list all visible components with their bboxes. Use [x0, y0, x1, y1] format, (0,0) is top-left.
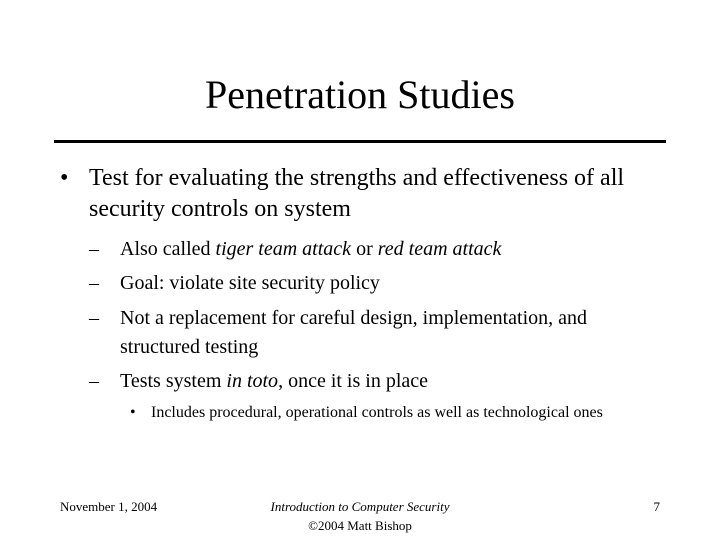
emphasis-in-toto: in toto	[226, 370, 279, 392]
text-prefix: Tests system	[120, 370, 227, 392]
emphasis-tiger-team: tiger team attack	[215, 238, 352, 260]
bullet-level2-not-replacement	[89, 304, 669, 362]
footer-course-title: Introduction to Computer Security	[270, 499, 450, 514]
dash-mark: –	[89, 272, 99, 294]
bullet-text: Not a replacement for careful design, implementation, and structured testing	[120, 307, 588, 358]
bullet-text: Test for evaluating the strengths and effectiveness of all security controls on system	[89, 165, 625, 222]
bullet-text	[120, 235, 669, 264]
dash-mark: –	[89, 238, 99, 260]
bullet-level1-test	[60, 163, 670, 225]
footer-date: November 1, 2004	[60, 499, 158, 514]
bullet-mark: •	[130, 404, 136, 421]
bullet-level2-tests-system	[89, 367, 669, 396]
title-divider	[54, 140, 666, 143]
dash-mark: –	[89, 307, 99, 329]
bullet-level2-also-called	[89, 235, 669, 264]
emphasis-red-team: red team attack	[377, 238, 502, 260]
footer-copyright: ©2004 Matt Bishop	[308, 518, 412, 533]
dash-mark: –	[89, 370, 99, 392]
footer-center	[220, 497, 500, 535]
text-suffix: , once it is in place	[278, 370, 429, 392]
text-mid: or	[351, 238, 378, 260]
bullet-level2-goal	[89, 269, 669, 298]
bullet-text: Goal: violate site security policy	[120, 272, 380, 294]
text-prefix: Also called	[120, 238, 216, 260]
bullet-mark: •	[60, 165, 69, 191]
slide-title: Penetration Studies	[205, 72, 515, 117]
bullet-level3-includes	[130, 401, 650, 425]
bullet-text	[120, 367, 669, 396]
bullet-text: Includes procedural, operational controls as well as technological ones	[151, 404, 603, 421]
footer-page-number: 7	[653, 499, 660, 514]
